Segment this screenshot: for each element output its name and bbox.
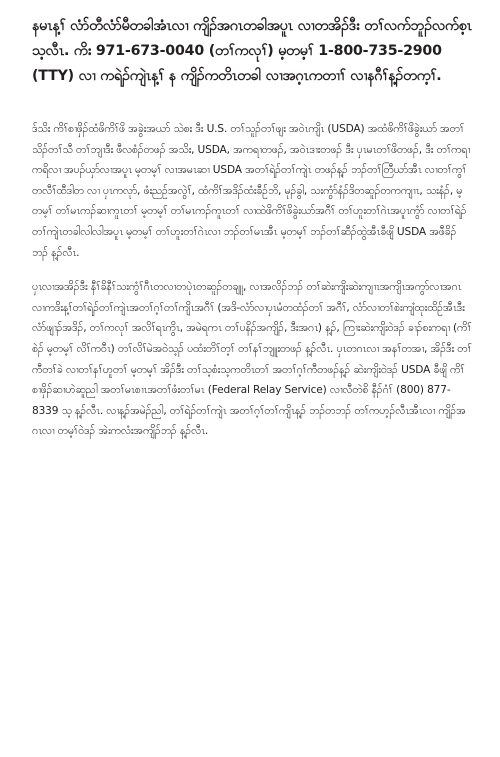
disability-accommodation-paragraph: ပှၤလၢအအိၣ်ဒီး နီၢ်ခိနီၢ်သးကွံၢ်ဂီၤတလၢတပုဲၤတဆူၣ်တချူ, လၢအလိၣ်ဘၣ် တၢ်ဆဲးကျိးဆဲးကျၢၤအကျိၤအကွာ်လၢအဂၤ လၢကဒိးန့ၢ်တၢ်ရဲၣ်တၢ်ကျဲၤအတၢ်ဂ့ၢ်တၢ်ကျိၤအဂီၢ် (အဒိ-လံာ်လၢပှၤမံတထံၣ်တၢ် အဂီၢ်, လံာ်လၢတၢ်စဲးကျံထုးထိဉ်အီၤဒီး လံာ်ဖျၢၣ်အဒိၣ်, တၢ်ကလုၢ် အလိၢ်ရၤကွိၤ, အမဲရကၤ တၢ်ပနိၣ်အကျိၣ်, ဒီးအဂၤ) န့ၣ်, ကြၢးဆဲးကျိးဝဲဒၣ် ခၢၣ်စးကရၢ (ကိၢ်စဲၣ် မ့တမ့ၢ် လိၢ်ကဝီၤ) တၢ်လိၢ်မဲအဝဲသ့ၣ် ပထံးတိၢ်တ့ၢ် တၢ်နၢ်ဘျူးတဖၣ် န့ၣ်လီၤ. ပှၤတဂၤလၢ အနၢ်တအၢ, အိၣ်ဒီး တၢ်ကီတၢ်ခဲ လၢတၢ်နၢ်ဟူတၢ် မ့တမ့ၢ် အိၣ်ဒီး တၢ်သ့စံးသ့ကတိၤတၢ် အတၢ်ဂ့ၢ်ကီတဖၣ်န့ၣ် ဆဲးကျိးဝဲဒၣ် USDA ခီဖျိ ကိၢ်စၢဖှိၣ်ဆၢဟဲဆူညါ အတၢ်မၤစၢၤအတၢ်ဖံးတၢ်မၤ (Federal Relay Service) လၢလီတဲစိ နီၣ်ဂံၢ် (800) 877-8339 သ့ န့ၣ်လီၤ. လၢန့ၣ်အမဲၣ်ညါ, တၢ်ရဲၣ်တၢ်ကျဲၤ အတၢ်ဂ့ၢ်တၢ်ကျိၤန့ၣ် ဘၣ်တဘၣ် တၢ်ကဟ့ၣ်လီၤအီၤလၢ ကျိၣ်အဂၤလၢ တမ့ၢ်ဝဲဒၣ် အဲးကလံးအကျိၣ်ဘၣ် န့ၣ်လီၤ.	[32, 281, 472, 438]
nondiscrimination-statement	[32, 119, 472, 442]
language-assistance-notice: နမၤန့ၢ် လံာ်တီလံာ်မီတခါအံၤလၢ ကျိၣ်အဂၤတခါအပူၤ လၢတအိၣ်ဒီး တၢ်လက်ဘူၣ်လက်စ့ၤသ့လီၤ. ကိး 971-673-0040 (တၢ်ကလုၢ်) မ့တမ့ၢ် 1-800-735-2900 (TTY) လၢ ကရဲၣ်ကျဲၤန့ၢ် န ကျိၣ်ကတိၤတခါ လၢအဂ့ၤကတၢၢ် လၢနဂီၢ်န့ၣ်တက့ၢ်.	[32, 18, 472, 84]
nondiscrimination-paragraph: ဒ်သိး ကိၢ်စၢဖှိၣ်ထံဖိကိၢ်ဖိ အခွဲးအယာ် သဲစး ဒီး U.S. တၢ်သူၣ်တၢ်ဖျး အဝဲၤကျိၤ (USDA) အထံဖိကိၢ်ဖိခွဲးယာ် အတၢ်သိၣ်တၢ်သီ တၢ်ဘျၢဒီး ဖီလစံၣ်တဖၣ် အသိး, USDA, အကရၢတဖၣ်, အဝဲၤဒၢးတဖၣ် ဒီး ပှၤမၤတၢ်ဖိတဖၣ်, ဒီး တၢ်ကရၢကရိလၢ အပၣ်ယှာ်လၢအပူၤ မ့တမ့ၢ် လၢအမၤဆၢ USDA အတၢ်ရဲၣ်တၢ်ကျဲၤ တဖၣ်န့ၣ် ဘၣ်တၢ်တြီယာ်အီၤ လၢတၢ်ကွၢ်တလီၢ်ထီဒါတ လၢ ပှၤကလုာ်, ဖံးညဉ်အလွဲၢ်, ထံကိၢ်အဒိၣ်ထံးခီဉ်ဘိ, မုၣ်ခွါ, သးကွံာ်နံၣ်ဒိတဆူၣ်တကကျၢၤ, သးနံၣ်, မ့တမ့ၢ် တၢ်မၤကၣ်ဆၢကူၤတၢ် မ့တမ့ၢ် တၢ်မၤကၣ်ကူၤတၢ် လၢထဲဖိကိၢ်ဖိခွဲးယာ်အဂီၢ် တၢ်ဟူးတၢ်ဂဲၤအပူၤကွံာ် လၢတၢ်ရဲၣ်တၢ်ကျဲၤတခါလါလါအပူၤ မ့တမ့ၢ် တၢ်ဟူးတၢ်ဂဲၤလၢ ဘၣ်တၢ်မၤအီၤ မ့တမ့ၢ် ဘၣ်တၢ်ဆီၣ်ထွဲအီၤခီဖျိ USDA အဖီခိၣ်ဘၣ် န့ၣ်လီၤ.	[32, 123, 471, 259]
notice-page	[32, 14, 472, 453]
